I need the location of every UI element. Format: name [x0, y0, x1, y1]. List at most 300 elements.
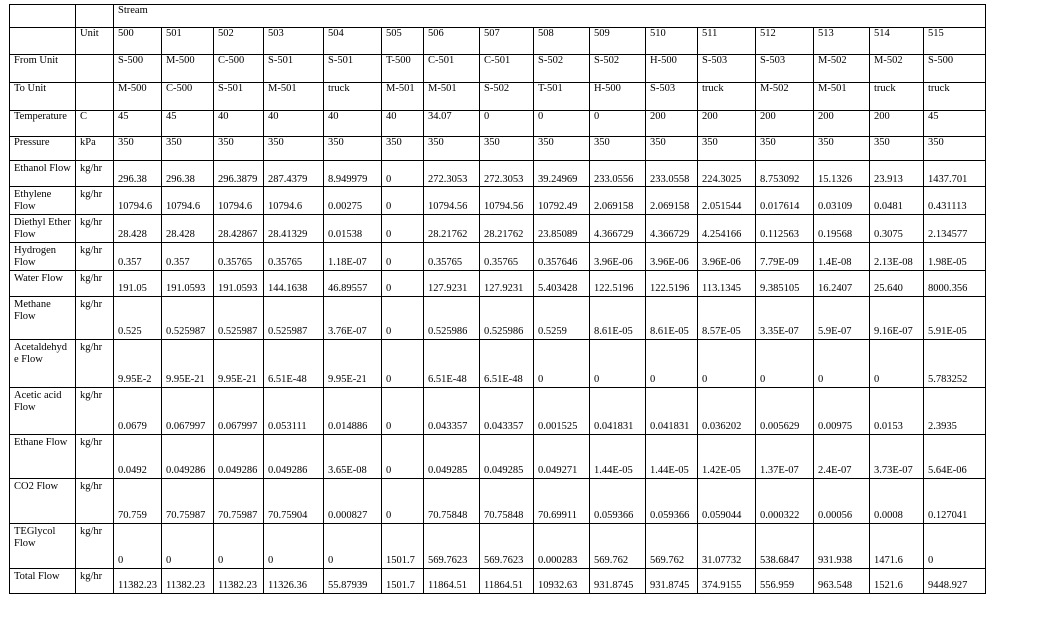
value-cell: 1471.6 [870, 523, 924, 568]
value-cell: 0.00275 [324, 187, 382, 215]
table-row [10, 242, 986, 270]
value-cell: 70.75987 [162, 478, 214, 523]
value-cell: 200 [814, 111, 870, 137]
unit-cell [76, 55, 114, 83]
value-cell: C-500 [214, 55, 264, 83]
value-cell: 2.13E-08 [870, 242, 924, 270]
value-cell: 0.0481 [870, 187, 924, 215]
value-cell: 5.403428 [534, 270, 590, 296]
value-cell: 113.1345 [698, 270, 756, 296]
stream-number-header: 510 [646, 28, 698, 55]
table-row [10, 111, 986, 137]
value-cell: 10794.6 [264, 187, 324, 215]
value-cell: 0.525987 [162, 296, 214, 339]
value-cell: 0 [698, 339, 756, 387]
stream-number-header: 504 [324, 28, 382, 55]
row-label: Acetic acid Flow [10, 387, 76, 434]
value-cell: 2.4E-07 [814, 434, 870, 478]
stream-number-header: 508 [534, 28, 590, 55]
value-cell: 0.112563 [756, 214, 814, 242]
value-cell: 0 [382, 387, 424, 434]
unit-cell: kg/hr [76, 568, 114, 593]
value-cell: 0 [324, 523, 382, 568]
value-cell: 46.89557 [324, 270, 382, 296]
value-cell: 0.036202 [698, 387, 756, 434]
value-cell: 40 [324, 111, 382, 137]
row-label: Ethylene Flow [10, 187, 76, 215]
value-cell: 9.16E-07 [870, 296, 924, 339]
blank-corner-cell [10, 5, 76, 28]
value-cell: 122.5196 [646, 270, 698, 296]
value-cell: 70.75904 [264, 478, 324, 523]
value-cell: 0.049286 [214, 434, 264, 478]
value-cell: 2.3935 [924, 387, 986, 434]
row-label: Water Flow [10, 270, 76, 296]
value-cell: 350 [264, 137, 324, 161]
stream-number-header: 514 [870, 28, 924, 55]
value-cell: 4.366729 [646, 214, 698, 242]
value-cell: 11382.23 [114, 568, 162, 593]
value-cell: 0 [382, 296, 424, 339]
value-cell: 200 [870, 111, 924, 137]
value-cell: 374.9155 [698, 568, 756, 593]
stream-number-header: 500 [114, 28, 162, 55]
value-cell: 0.049285 [480, 434, 534, 478]
blank-cell [76, 5, 114, 28]
value-cell: truck [698, 83, 756, 111]
value-cell: truck [870, 83, 924, 111]
value-cell: 144.1638 [264, 270, 324, 296]
stream-number-header: 513 [814, 28, 870, 55]
value-cell: 10794.56 [424, 187, 480, 215]
value-cell: S-502 [480, 83, 534, 111]
value-cell: 350 [114, 137, 162, 161]
value-cell: 9.385105 [756, 270, 814, 296]
value-cell: 10932.63 [534, 568, 590, 593]
value-cell: 9.95E-2 [114, 339, 162, 387]
value-cell: 0.000283 [534, 523, 590, 568]
value-cell: S-501 [214, 83, 264, 111]
value-cell: 11326.36 [264, 568, 324, 593]
value-cell: 0.19568 [814, 214, 870, 242]
value-cell: S-501 [324, 55, 382, 83]
value-cell: 0.059366 [590, 478, 646, 523]
value-cell: 0.067997 [162, 387, 214, 434]
value-cell: 0 [382, 187, 424, 215]
table-row [10, 161, 986, 187]
value-cell: 0.03109 [814, 187, 870, 215]
value-cell: 0 [590, 111, 646, 137]
table-row [10, 296, 986, 339]
value-cell: 40 [382, 111, 424, 137]
value-cell: 0.127041 [924, 478, 986, 523]
value-cell: 6.51E-48 [480, 339, 534, 387]
value-cell: 70.75848 [480, 478, 534, 523]
value-cell: 0.431113 [924, 187, 986, 215]
value-cell: S-502 [534, 55, 590, 83]
unit-cell: kPa [76, 137, 114, 161]
value-cell: 200 [756, 111, 814, 137]
value-cell: 0.014886 [324, 387, 382, 434]
value-cell: 931.938 [814, 523, 870, 568]
value-cell: 16.2407 [814, 270, 870, 296]
value-cell: 0.000322 [756, 478, 814, 523]
value-cell: 0.0679 [114, 387, 162, 434]
table-row [10, 270, 986, 296]
value-cell: 0.001525 [534, 387, 590, 434]
value-cell: 0.525986 [424, 296, 480, 339]
value-cell: 70.75848 [424, 478, 480, 523]
value-cell: 45 [114, 111, 162, 137]
value-cell: 0.35765 [264, 242, 324, 270]
value-cell: H-500 [590, 83, 646, 111]
value-cell: 1521.6 [870, 568, 924, 593]
table-row [10, 339, 986, 387]
value-cell: 0.053111 [264, 387, 324, 434]
value-cell: 1.18E-07 [324, 242, 382, 270]
value-cell: 0.059366 [646, 478, 698, 523]
value-cell: 10794.6 [114, 187, 162, 215]
value-cell: 28.428 [162, 214, 214, 242]
value-cell: M-501 [814, 83, 870, 111]
value-cell: 0.525986 [480, 296, 534, 339]
value-cell: 0.017614 [756, 187, 814, 215]
value-cell: 0 [382, 161, 424, 187]
value-cell: truck [324, 83, 382, 111]
value-cell: 2.069158 [590, 187, 646, 215]
value-cell: 0.0153 [870, 387, 924, 434]
value-cell: 28.428 [114, 214, 162, 242]
value-cell: 350 [162, 137, 214, 161]
value-cell: 350 [698, 137, 756, 161]
value-cell: 127.9231 [480, 270, 534, 296]
value-cell: 11864.51 [480, 568, 534, 593]
unit-cell: kg/hr [76, 523, 114, 568]
value-cell: 0.000827 [324, 478, 382, 523]
value-cell: 2.051544 [698, 187, 756, 215]
value-cell: 6.51E-48 [424, 339, 480, 387]
value-cell: 296.3879 [214, 161, 264, 187]
value-cell: 25.640 [870, 270, 924, 296]
value-cell: 5.9E-07 [814, 296, 870, 339]
value-cell: 3.35E-07 [756, 296, 814, 339]
value-cell: 0 [162, 523, 214, 568]
value-cell: 350 [382, 137, 424, 161]
value-cell: 0 [534, 111, 590, 137]
unit-cell: kg/hr [76, 387, 114, 434]
value-cell: 0 [382, 270, 424, 296]
unit-cell: kg/hr [76, 478, 114, 523]
value-cell: H-500 [646, 55, 698, 83]
value-cell: 0 [480, 111, 534, 137]
row-label: Ethanol Flow [10, 161, 76, 187]
value-cell: 569.762 [646, 523, 698, 568]
table-row [10, 478, 986, 523]
unit-cell: kg/hr [76, 187, 114, 215]
value-cell: 55.87939 [324, 568, 382, 593]
value-cell: 70.759 [114, 478, 162, 523]
value-cell: 1.98E-05 [924, 242, 986, 270]
stream-number-header: 512 [756, 28, 814, 55]
unit-cell: kg/hr [76, 339, 114, 387]
value-cell: 0 [814, 339, 870, 387]
value-cell: 350 [870, 137, 924, 161]
row-label: Pressure [10, 137, 76, 161]
value-cell: 1437.701 [924, 161, 986, 187]
value-cell: 0.357 [114, 242, 162, 270]
value-cell: C-501 [424, 55, 480, 83]
value-cell: 0.059044 [698, 478, 756, 523]
value-cell: 0 [382, 214, 424, 242]
stream-number-header: 505 [382, 28, 424, 55]
unit-cell: kg/hr [76, 270, 114, 296]
value-cell: 0 [114, 523, 162, 568]
value-cell: 0.041831 [590, 387, 646, 434]
value-cell: 1501.7 [382, 523, 424, 568]
value-cell: 556.959 [756, 568, 814, 593]
value-cell: 272.3053 [480, 161, 534, 187]
value-cell: 296.38 [162, 161, 214, 187]
value-cell: 350 [424, 137, 480, 161]
value-cell: 191.05 [114, 270, 162, 296]
value-cell: 296.38 [114, 161, 162, 187]
value-cell: 0.35765 [480, 242, 534, 270]
value-cell: 0 [214, 523, 264, 568]
value-cell: M-501 [382, 83, 424, 111]
value-cell: 15.1326 [814, 161, 870, 187]
value-cell: 0.525987 [214, 296, 264, 339]
unit-cell: kg/hr [76, 434, 114, 478]
value-cell: 11382.23 [214, 568, 264, 593]
row-label: Acetaldehyde Flow [10, 339, 76, 387]
value-cell: 350 [756, 137, 814, 161]
value-cell: 3.76E-07 [324, 296, 382, 339]
value-cell: 28.41329 [264, 214, 324, 242]
value-cell: 10794.56 [480, 187, 534, 215]
value-cell: C-500 [162, 83, 214, 111]
value-cell: 2.134577 [924, 214, 986, 242]
value-cell: 0 [382, 478, 424, 523]
value-cell: 8.61E-05 [646, 296, 698, 339]
value-cell: 0 [264, 523, 324, 568]
value-cell: 224.3025 [698, 161, 756, 187]
value-cell: M-502 [870, 55, 924, 83]
stream-number-row [10, 28, 986, 55]
value-cell: 0.049286 [162, 434, 214, 478]
value-cell: 0.0492 [114, 434, 162, 478]
unit-cell: kg/hr [76, 161, 114, 187]
row-label: Methane Flow [10, 296, 76, 339]
value-cell: 0 [870, 339, 924, 387]
value-cell: 8.57E-05 [698, 296, 756, 339]
table-row [10, 434, 986, 478]
stream-number-header: 515 [924, 28, 986, 55]
value-cell: 272.3053 [424, 161, 480, 187]
value-cell: 70.69911 [534, 478, 590, 523]
value-cell: 45 [162, 111, 214, 137]
value-cell: 1.4E-08 [814, 242, 870, 270]
value-cell: 5.783252 [924, 339, 986, 387]
value-cell: 8000.356 [924, 270, 986, 296]
value-cell: 11382.23 [162, 568, 214, 593]
value-cell: 0.00975 [814, 387, 870, 434]
stream-number-header: 503 [264, 28, 324, 55]
value-cell: 6.51E-48 [264, 339, 324, 387]
value-cell: 3.96E-06 [590, 242, 646, 270]
value-cell: 10794.6 [214, 187, 264, 215]
unit-cell: kg/hr [76, 296, 114, 339]
value-cell: 350 [534, 137, 590, 161]
table-row [10, 55, 986, 83]
unit-cell [76, 83, 114, 111]
value-cell: 350 [646, 137, 698, 161]
stream-number-header: 502 [214, 28, 264, 55]
value-cell: 350 [814, 137, 870, 161]
stream-number-header: 509 [590, 28, 646, 55]
value-cell: 23.913 [870, 161, 924, 187]
value-cell: M-500 [114, 83, 162, 111]
unit-column-header: Unit [76, 28, 114, 55]
value-cell: M-502 [814, 55, 870, 83]
value-cell: 70.75987 [214, 478, 264, 523]
blank-cell [10, 28, 76, 55]
value-cell: 191.0593 [162, 270, 214, 296]
value-cell: 0.5259 [534, 296, 590, 339]
value-cell: truck [924, 83, 986, 111]
value-cell: 0.525 [114, 296, 162, 339]
table-row [10, 83, 986, 111]
value-cell: 9.95E-21 [162, 339, 214, 387]
value-cell: 538.6847 [756, 523, 814, 568]
value-cell: 122.5196 [590, 270, 646, 296]
stream-title-row [10, 5, 986, 28]
value-cell: 4.366729 [590, 214, 646, 242]
value-cell: 1.37E-07 [756, 434, 814, 478]
value-cell: 1501.7 [382, 568, 424, 593]
value-cell: 0.067997 [214, 387, 264, 434]
value-cell: 350 [590, 137, 646, 161]
value-cell: 10794.6 [162, 187, 214, 215]
value-cell: 0 [382, 242, 424, 270]
value-cell: 569.7623 [480, 523, 534, 568]
value-cell: 9.95E-21 [214, 339, 264, 387]
value-cell: 350 [324, 137, 382, 161]
value-cell: 0 [756, 339, 814, 387]
value-cell: 7.79E-09 [756, 242, 814, 270]
value-cell: 931.8745 [646, 568, 698, 593]
value-cell: 0.01538 [324, 214, 382, 242]
value-cell: 0.00056 [814, 478, 870, 523]
value-cell: 0 [382, 434, 424, 478]
value-cell: 0.049285 [424, 434, 480, 478]
value-cell: 233.0558 [646, 161, 698, 187]
table-row [10, 137, 986, 161]
value-cell: 5.91E-05 [924, 296, 986, 339]
table-row [10, 523, 986, 568]
value-cell: 0 [382, 339, 424, 387]
value-cell: 3.96E-06 [646, 242, 698, 270]
value-cell: 34.07 [424, 111, 480, 137]
row-label: CO2 Flow [10, 478, 76, 523]
value-cell: 0.049286 [264, 434, 324, 478]
value-cell: 0.357 [162, 242, 214, 270]
value-cell: S-502 [590, 55, 646, 83]
value-cell: 0 [646, 339, 698, 387]
value-cell: 9.95E-21 [324, 339, 382, 387]
value-cell: 0 [590, 339, 646, 387]
value-cell: 0.525987 [264, 296, 324, 339]
table-row [10, 187, 986, 215]
unit-cell: kg/hr [76, 214, 114, 242]
stream-number-header: 501 [162, 28, 214, 55]
value-cell: 1.44E-05 [590, 434, 646, 478]
value-cell: 3.96E-06 [698, 242, 756, 270]
value-cell: 0.049271 [534, 434, 590, 478]
value-cell: C-501 [480, 55, 534, 83]
value-cell: 0 [924, 523, 986, 568]
row-label: To Unit [10, 83, 76, 111]
value-cell: 0.35765 [424, 242, 480, 270]
value-cell: 40 [214, 111, 264, 137]
value-cell: 0.0008 [870, 478, 924, 523]
stream-number-header: 507 [480, 28, 534, 55]
table-row [10, 214, 986, 242]
value-cell: 0.357646 [534, 242, 590, 270]
value-cell: 233.0556 [590, 161, 646, 187]
value-cell: 3.65E-08 [324, 434, 382, 478]
value-cell: 0 [534, 339, 590, 387]
row-label: TEGlycol Flow [10, 523, 76, 568]
value-cell: M-500 [162, 55, 214, 83]
value-cell: 963.548 [814, 568, 870, 593]
value-cell: 0.35765 [214, 242, 264, 270]
value-cell: 5.64E-06 [924, 434, 986, 478]
value-cell: S-500 [114, 55, 162, 83]
table-body [10, 55, 986, 594]
value-cell: M-501 [264, 83, 324, 111]
value-cell: 23.85089 [534, 214, 590, 242]
stream-table [9, 4, 986, 594]
value-cell: T-501 [534, 83, 590, 111]
value-cell: 569.7623 [424, 523, 480, 568]
value-cell: 0.043357 [424, 387, 480, 434]
stream-number-header: 506 [424, 28, 480, 55]
row-label: Hydrogen Flow [10, 242, 76, 270]
value-cell: 2.069158 [646, 187, 698, 215]
row-label: Ethane Flow [10, 434, 76, 478]
value-cell: 8.753092 [756, 161, 814, 187]
value-cell: M-502 [756, 83, 814, 111]
value-cell: 28.21762 [424, 214, 480, 242]
value-cell: S-503 [646, 83, 698, 111]
value-cell: 45 [924, 111, 986, 137]
row-label: Total Flow [10, 568, 76, 593]
value-cell: 0.043357 [480, 387, 534, 434]
table-row [10, 568, 986, 593]
row-label: Diethyl Ether Flow [10, 214, 76, 242]
value-cell: M-501 [424, 83, 480, 111]
value-cell: 8.949979 [324, 161, 382, 187]
value-cell: 28.21762 [480, 214, 534, 242]
value-cell: 200 [646, 111, 698, 137]
unit-cell: kg/hr [76, 242, 114, 270]
value-cell: 1.42E-05 [698, 434, 756, 478]
stream-header: Stream [114, 5, 986, 28]
value-cell: 11864.51 [424, 568, 480, 593]
value-cell: 39.24969 [534, 161, 590, 187]
value-cell: 10792.49 [534, 187, 590, 215]
value-cell: 350 [924, 137, 986, 161]
